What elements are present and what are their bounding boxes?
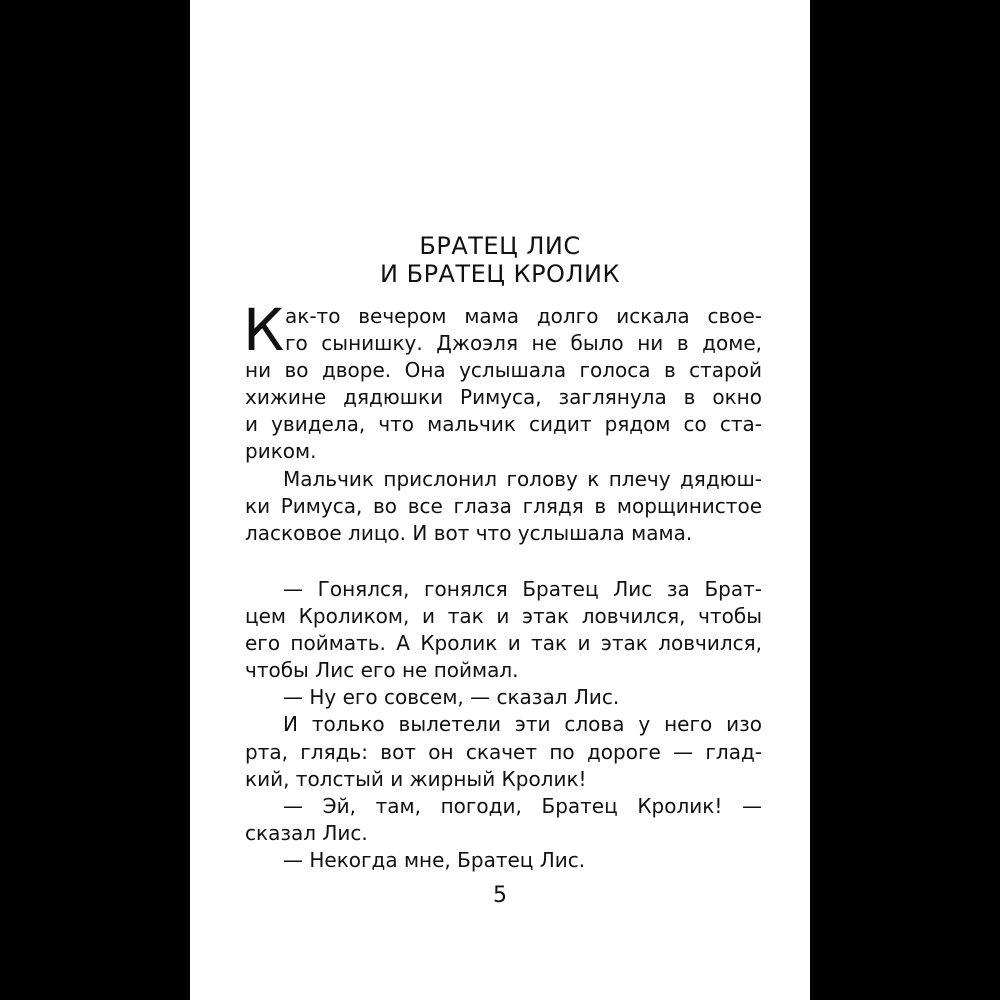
- text-line: — Эй, там, погоди, Братец Кролик! —: [283, 793, 762, 818]
- text-line: — Некогда мне, Братец Лис.: [283, 847, 586, 872]
- page-number: 5: [493, 883, 507, 908]
- chapter-title-line-2: И БРАТЕЦ КРОЛИК: [380, 260, 620, 288]
- drop-cap-lines: [243, 296, 762, 364]
- text-line: сказал Лис.: [245, 820, 368, 845]
- text-line: кий, толстый и жирный Кролик!: [245, 766, 587, 791]
- text-line: И только вылетели эти слова у него изо: [283, 712, 762, 737]
- text-line: ки Римуса, во все глаза глядя в морщинистое: [245, 493, 762, 518]
- opening-passage: [243, 296, 762, 547]
- text-line: — Гонялся, гонялся Братец Лис за Брат-: [283, 577, 762, 601]
- text-line: его поймать. А Кролик и так и этак ловчился,: [245, 631, 762, 656]
- chapter-title-line-1: БРАТЕЦ ЛИС: [419, 232, 581, 260]
- text-line: цем Кроликом, и так и этак ловчился, чтобы: [245, 604, 762, 629]
- text-line: — Ну его совсем, — сказал Лис.: [283, 685, 620, 710]
- text-line: хижине дядюшки Римуса, заглянула в окно: [245, 385, 762, 410]
- drop-cap-letter: К: [243, 296, 285, 364]
- text-line: чтобы Лис его не поймал.: [245, 658, 519, 683]
- text-line: ни во дворе. Она услышала голоса в старой: [245, 358, 762, 383]
- book-page: [190, 0, 810, 1000]
- story-passage: [245, 576, 762, 874]
- text-line: и увидела, что мальчик сидит рядом со ста-: [245, 412, 762, 437]
- text-line: Мальчик прислонил голову к плечу дядюш-: [283, 466, 762, 491]
- text-line: риком.: [245, 439, 317, 464]
- text-line: ак-то вечером мама долго искала свое-: [285, 304, 762, 328]
- text-line: го сынишку. Джоэля не было ни в доме,: [285, 331, 762, 356]
- text-line: рта, глядь: вот он скачет по дороге — глад-: [245, 739, 762, 764]
- text-line: ласковое лицо. И вот что услышала мама.: [245, 520, 693, 545]
